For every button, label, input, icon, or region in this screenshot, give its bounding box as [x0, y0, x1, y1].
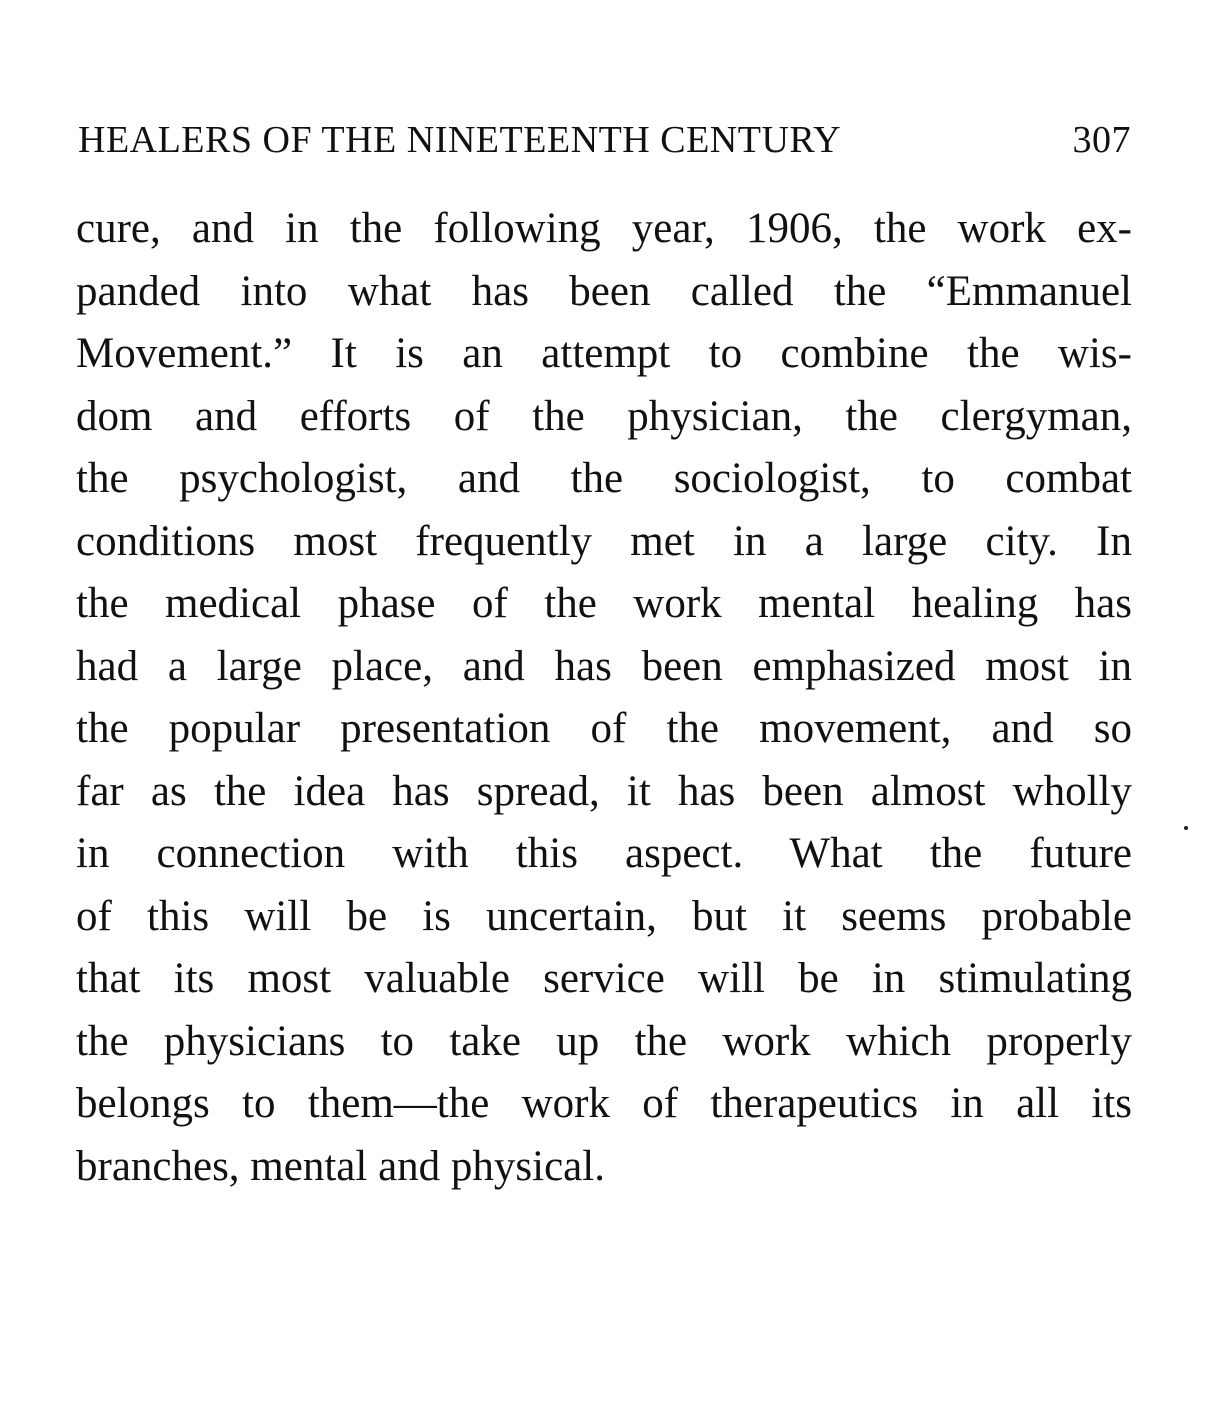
text-line: the psychologist, and the sociologist, to combat [76, 455, 1132, 502]
text-line: of this will be is uncertain, but it seems probable [76, 892, 1132, 940]
text-line: had a large place, and has been emphasized most in [76, 642, 1132, 690]
text-line: cure, and in the following year, 1906, the work ex- [76, 205, 1132, 252]
text-line: Movement.” It is an attempt to combine the wis- [76, 330, 1132, 377]
text-line: the medical phase of the work mental healing has [76, 580, 1132, 627]
text-line: in connection with this aspect. What the future [76, 830, 1132, 877]
page-number: 307 [1072, 119, 1131, 161]
running-title: HEALERS OF THE NINETEENTH CENTURY [78, 119, 842, 161]
text-line: far as the idea has spread, it has been almost wholly [76, 767, 1132, 815]
body-paragraph [76, 198, 1132, 1198]
running-head [78, 118, 1131, 178]
text-line: conditions most frequently met in a large city. In [76, 517, 1132, 565]
text-line: that its most valuable service will be in stimulating [76, 955, 1132, 1002]
text-line-last: branches, mental and physical. [76, 1142, 605, 1190]
margin-speck [1184, 826, 1188, 830]
text-line: dom and efforts of the physician, the clergyman, [76, 392, 1132, 440]
text-line: panded into what has been called the “Emmanuel [76, 267, 1132, 315]
text-line: the physicians to take up the work which properly [76, 1017, 1132, 1065]
text-line: belongs to them—the work of therapeutics in all its [76, 1080, 1132, 1127]
text-line: the popular presentation of the movement, and so [76, 705, 1132, 752]
